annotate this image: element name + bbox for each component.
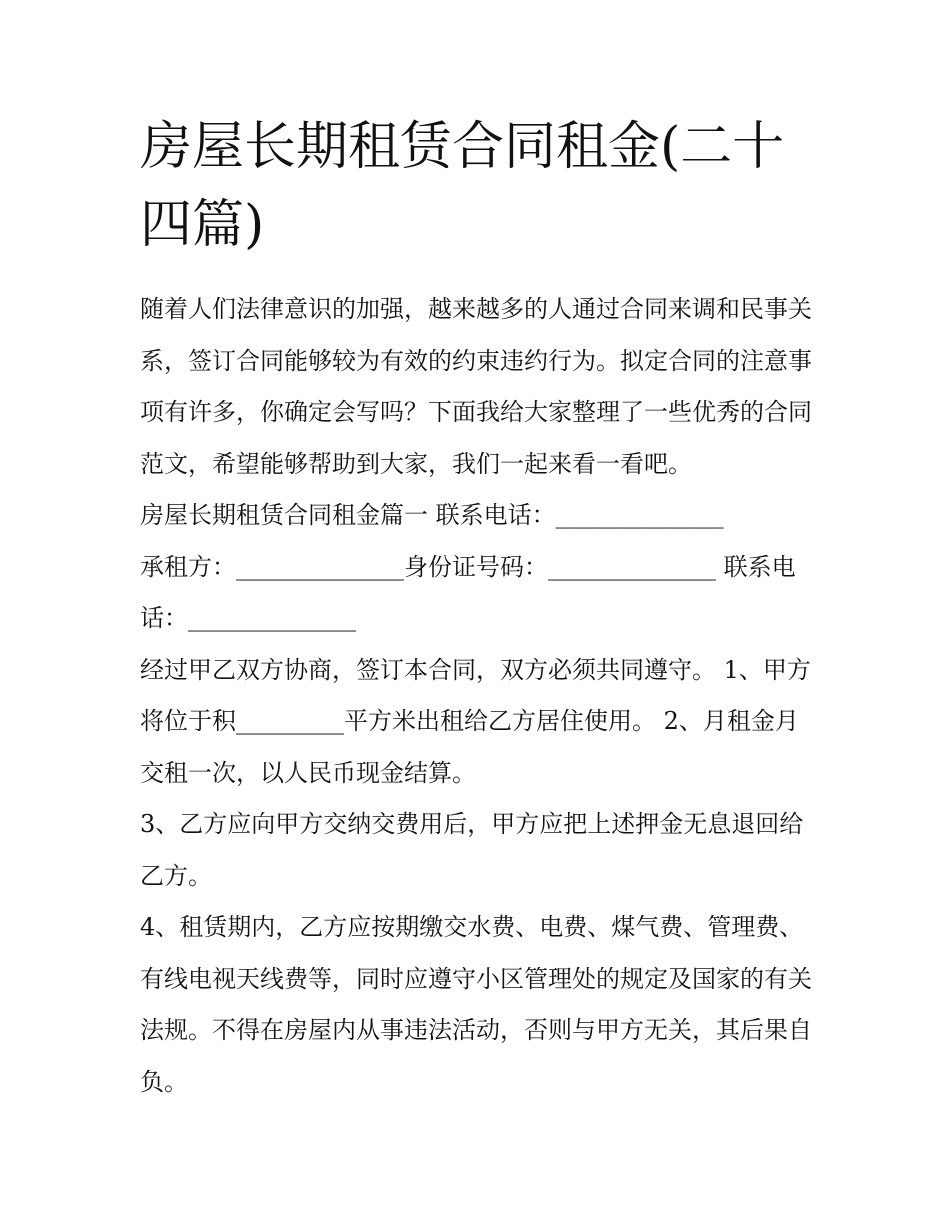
document-title: 房屋长期租赁合同租金(二十四篇) (140, 117, 785, 255)
document-body (140, 284, 820, 1108)
intro-paragraph: 随着人们法律意识的加强，越来越多的人通过合同来调和民事关系，签订合同能够较为有效的约束违约行为。拟定合同的注意事项有许多，你确定会写吗？下面我给大家整理了一些优秀的合同范文，希望能够帮助到大家，我们一起来看一看吧。 (140, 295, 812, 478)
clause-4: 4、租赁期内，乙方应按期缴交水费、电费、煤气费、管理费、有线电视天线费等，同时应遵守小区管理处的规定及国家的有关法规。不得在房屋内从事违法活动，否则与甲方无关，其后果自负。 (140, 913, 812, 1096)
lessee-info-line: 承租方：______________身份证号码：______________ 联系电话：______________ (140, 552, 796, 632)
document-page (140, 108, 820, 1108)
clause-1-2: 经过甲乙双方协商，签订本合同，双方必须共同遵守。 1、甲方将位于积_________平方米出租给乙方居住使用。 2、月租金月交租一次，以人民币现金结算。 (140, 655, 811, 787)
contract-heading-line: 房屋长期租赁合同租金篇一 联系电话：______________ (140, 501, 724, 529)
clause-3: 3、乙方应向甲方交纳交费用后，甲方应把上述押金无息退回给乙方。 (140, 810, 804, 890)
